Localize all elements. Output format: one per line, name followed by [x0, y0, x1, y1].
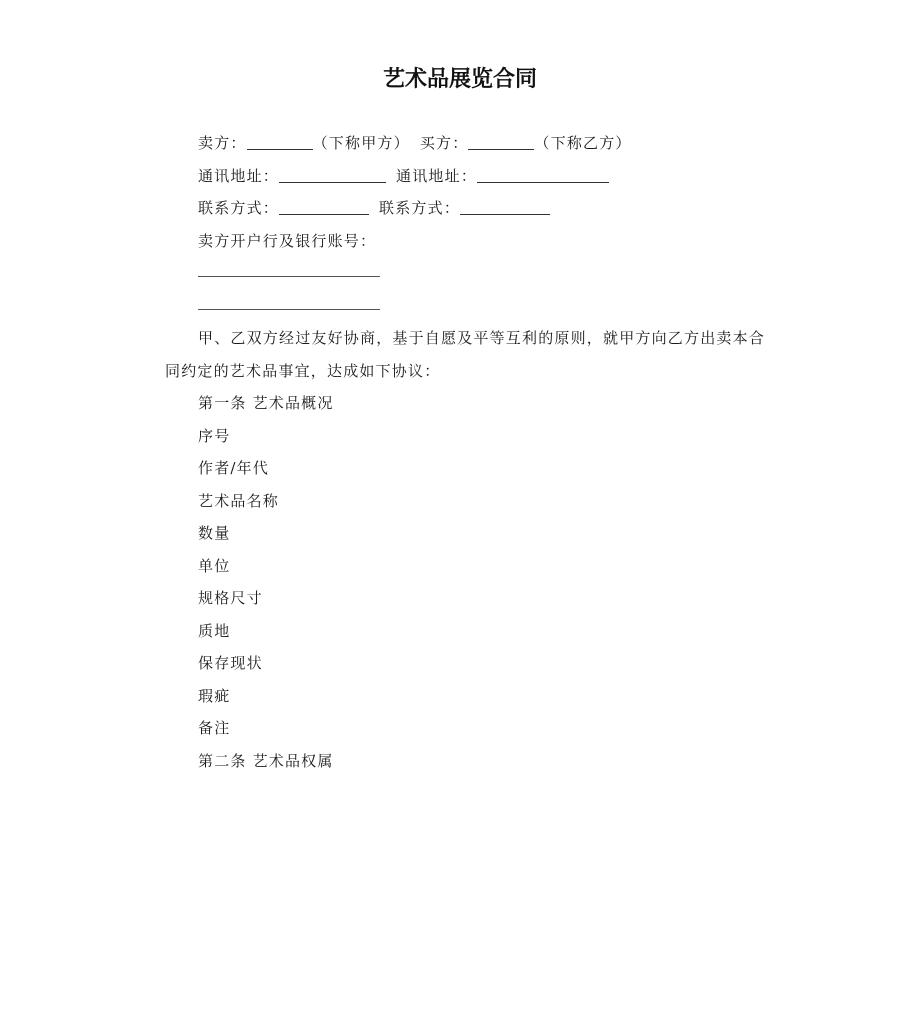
field-item: 备注: [198, 719, 231, 737]
address-label-seller: 通讯地址：: [198, 166, 280, 185]
address-blank-seller: [279, 166, 386, 183]
field-item: 规格尺寸: [198, 589, 263, 607]
field-item: 数量: [198, 524, 231, 542]
document-title: 艺术品展览合同: [382, 67, 537, 92]
field-item: 作者/年代: [198, 459, 270, 477]
address-label-buyer: 通讯地址：: [396, 166, 478, 185]
bank-blank-1: [198, 276, 380, 277]
field-item: 序号: [198, 426, 231, 445]
contact-label-seller: 联系方式：: [198, 199, 280, 217]
article-2-heading: 第二条 艺术品权属: [198, 751, 334, 770]
parties-line: [165, 127, 765, 160]
bank-label: 卖方开户行及银行账号：: [198, 231, 377, 250]
contact-blank-seller: [279, 198, 369, 215]
contact-label-buyer: 联系方式：: [379, 199, 461, 217]
bank-blank-line-1: [165, 257, 765, 290]
buyer-blank: [468, 133, 534, 150]
document-body: [165, 127, 765, 777]
contact-blank-buyer: [460, 198, 550, 215]
bank-line: [165, 225, 765, 258]
buyer-alias: （下称乙方）: [534, 134, 632, 152]
bank-blank-line-2: [165, 290, 765, 323]
field-item: 保存现状: [198, 654, 263, 672]
address-blank-buyer: [477, 166, 609, 183]
field-item: 单位: [198, 556, 231, 575]
seller-blank: [247, 133, 313, 150]
field-item: 艺术品名称: [198, 491, 280, 510]
address-line: [165, 160, 765, 193]
buyer-label: 买方：: [419, 134, 469, 152]
seller-alias: （下称甲方）: [312, 134, 410, 152]
intro-paragraph: 甲、乙双方经过友好协商，基于自愿及平等互利的原则，就甲方向乙方出卖本合同约定的艺术品事宜，达成如下协议：: [165, 329, 766, 380]
seller-label: 卖方：: [198, 134, 247, 152]
field-item: 瑕疵: [198, 686, 231, 705]
bank-blank-2: [198, 309, 380, 310]
field-item: 质地: [198, 621, 231, 640]
article-1-heading: 第一条 艺术品概况: [198, 394, 334, 412]
contact-line: [165, 192, 765, 225]
